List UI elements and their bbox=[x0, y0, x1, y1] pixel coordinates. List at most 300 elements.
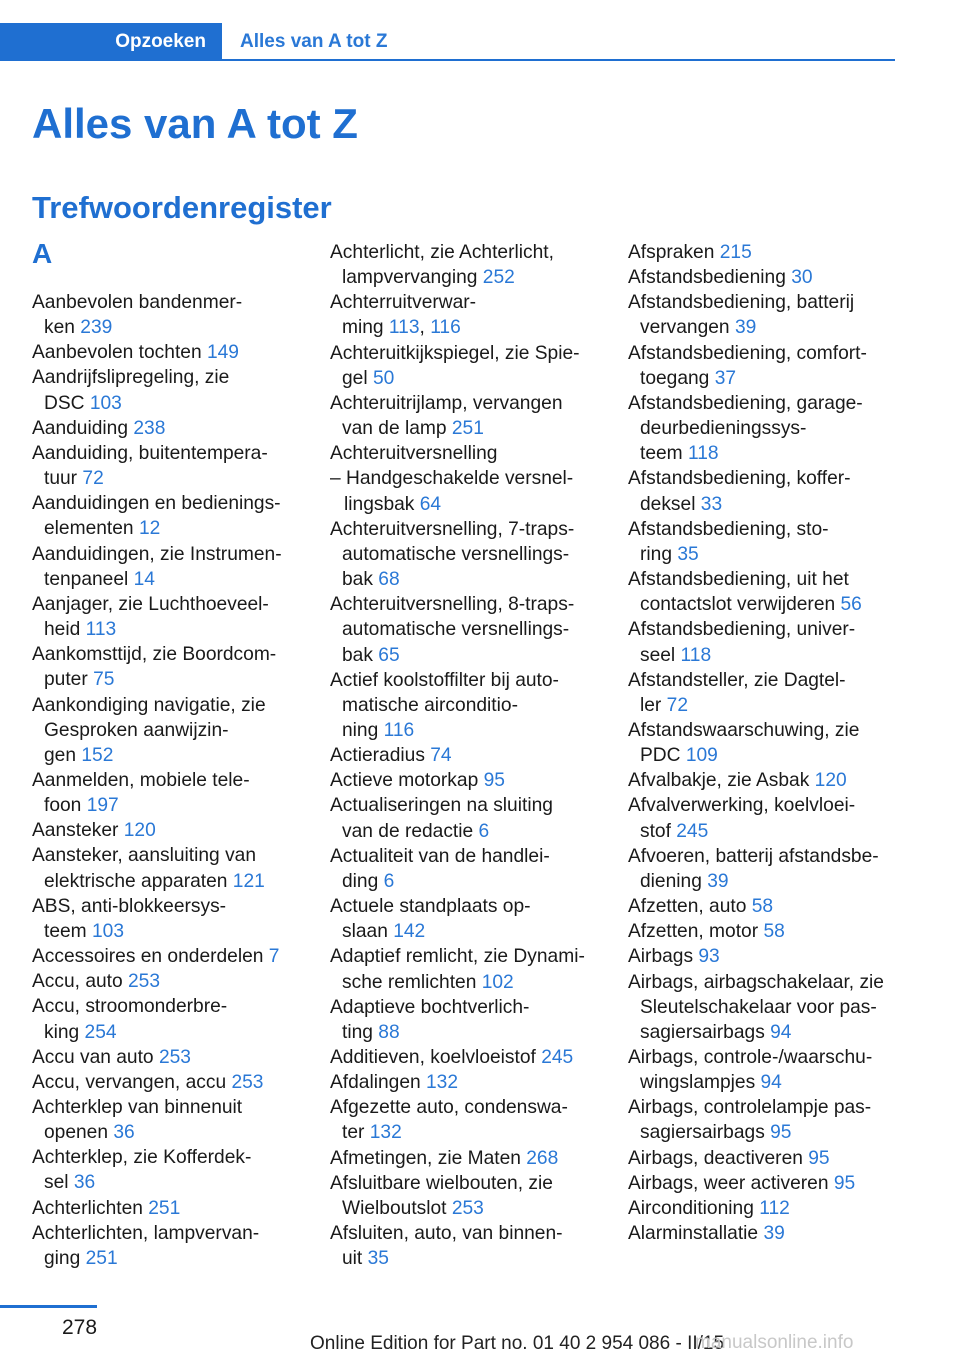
entry-text: ding bbox=[342, 870, 384, 892]
entry-text: Afstandsbediening, garage- bbox=[628, 392, 863, 414]
page-link[interactable]: 109 bbox=[685, 745, 718, 767]
index-entry bbox=[628, 617, 903, 667]
index-entry bbox=[330, 466, 605, 516]
index-entry-line bbox=[628, 743, 903, 768]
index-entry-line bbox=[628, 844, 903, 869]
index-entry-line bbox=[330, 1045, 605, 1070]
index-entry bbox=[628, 844, 903, 894]
entry-text: Accu, vervangen, accu bbox=[32, 1071, 232, 1093]
page-link[interactable]: 75 bbox=[93, 669, 115, 691]
index-entry-line bbox=[32, 1095, 302, 1120]
index-entry-line bbox=[32, 994, 302, 1019]
index-entry bbox=[330, 341, 605, 391]
index-entry bbox=[628, 1221, 903, 1246]
index-entry-line bbox=[330, 995, 605, 1020]
entry-text: Achterruitverwar- bbox=[330, 292, 477, 314]
entry-text: Afvalbakje, zie Asbak bbox=[628, 770, 815, 792]
entry-text: Afvoeren, batterij afstandsbe- bbox=[628, 845, 879, 867]
page-link[interactable]: 215 bbox=[719, 242, 752, 263]
entry-text: Adaptief remlicht, zie Dynami- bbox=[330, 946, 585, 968]
entry-text: wingslampjes bbox=[640, 1072, 761, 1094]
index-entry-line bbox=[330, 416, 605, 441]
index-entry-line bbox=[330, 944, 605, 969]
page-link[interactable]: 72 bbox=[666, 694, 688, 716]
index-entry-line bbox=[32, 768, 302, 793]
entry-text: – Handgeschakelde versnel- bbox=[330, 468, 574, 490]
page-link[interactable]: 113 bbox=[85, 619, 117, 641]
index-entry-line bbox=[32, 1120, 302, 1145]
entry-text: tenpaneel bbox=[44, 568, 134, 590]
entry-text: Accu, stroomonderbre- bbox=[32, 996, 228, 1018]
watermark: manualsonline.info bbox=[695, 1332, 854, 1353]
index-entry bbox=[330, 441, 605, 466]
page-link[interactable]: 95 bbox=[770, 1122, 792, 1144]
page-link[interactable]: 94 bbox=[760, 1072, 782, 1094]
entry-text: Aankomsttijd, zie Boordcom- bbox=[32, 644, 277, 666]
index-entry-line bbox=[330, 617, 605, 642]
index-entry-line bbox=[330, 693, 605, 718]
index-entry-line bbox=[330, 718, 605, 743]
entry-text: Achterklep van binnenuit bbox=[32, 1097, 243, 1118]
page-link[interactable]: 74 bbox=[430, 745, 452, 767]
index-entry-line bbox=[32, 919, 302, 944]
index-entry bbox=[628, 718, 903, 768]
page-link[interactable]: 14 bbox=[133, 568, 155, 590]
entry-text: ken bbox=[44, 317, 81, 339]
page-link[interactable]: 6 bbox=[478, 820, 490, 842]
index-entry-line bbox=[330, 819, 605, 844]
page-link[interactable]: 116 bbox=[430, 317, 461, 339]
page-link[interactable]: 94 bbox=[770, 1021, 792, 1043]
page-link[interactable]: 93 bbox=[698, 946, 720, 968]
page-link[interactable]: 95 bbox=[833, 1172, 856, 1194]
index-entry-line bbox=[330, 970, 605, 995]
index-entry-line bbox=[628, 1146, 903, 1171]
entry-text: Afstandsbediening, uit het bbox=[628, 569, 849, 591]
page-link[interactable]: 35 bbox=[677, 543, 699, 565]
page-link[interactable]: 39 bbox=[707, 870, 729, 892]
index-entry bbox=[32, 416, 302, 441]
index-entry-line bbox=[628, 1221, 903, 1246]
page-link[interactable]: 149 bbox=[206, 342, 239, 364]
entry-text: lingsbak bbox=[344, 493, 420, 515]
index-entry bbox=[330, 1146, 605, 1171]
index-entry-line bbox=[628, 1070, 903, 1095]
entry-text: tuur bbox=[44, 468, 83, 490]
index-entry bbox=[330, 793, 605, 843]
index-entry-line bbox=[32, 516, 302, 541]
index-entry-line bbox=[32, 1196, 302, 1221]
page-link[interactable]: 95 bbox=[808, 1147, 830, 1169]
page-link[interactable]: 116 bbox=[383, 719, 415, 741]
entry-text: bak bbox=[342, 569, 379, 591]
page-link[interactable]: 253 bbox=[451, 1197, 484, 1219]
index-entry-line bbox=[628, 290, 903, 315]
page-link[interactable]: 68 bbox=[378, 569, 400, 591]
index-entry bbox=[628, 919, 903, 944]
index-entry bbox=[330, 1221, 605, 1271]
entry-text: Airbags, controlelampje pas- bbox=[628, 1097, 872, 1119]
entry-text: diening bbox=[640, 870, 708, 892]
page-link[interactable]: 95 bbox=[483, 770, 505, 792]
index-entry-line bbox=[330, 1221, 605, 1246]
entry-text: Achterlichten, lampvervan- bbox=[32, 1222, 260, 1244]
index-entry bbox=[628, 240, 903, 265]
page-link[interactable]: 245 bbox=[676, 820, 709, 842]
index-entry bbox=[32, 1145, 302, 1195]
page-link[interactable]: 56 bbox=[840, 594, 862, 616]
index-entry-line bbox=[330, 366, 605, 391]
page-number: 278 bbox=[62, 1316, 98, 1339]
entry-text: ming bbox=[342, 317, 389, 339]
page-link[interactable]: 50 bbox=[372, 367, 395, 389]
index-entry bbox=[32, 491, 302, 541]
index-entry bbox=[32, 969, 302, 994]
page-link[interactable]: 35 bbox=[367, 1248, 389, 1270]
index-entry bbox=[330, 1095, 605, 1145]
index-entry-line bbox=[32, 693, 302, 718]
index-entry-line bbox=[330, 567, 605, 592]
entry-text: teem bbox=[640, 443, 688, 465]
index-entry-line bbox=[32, 793, 302, 818]
index-entry bbox=[32, 1070, 302, 1095]
index-entry bbox=[32, 441, 302, 491]
index-column-3 bbox=[628, 240, 903, 1246]
tab-alles-van-a-tot-z[interactable]: Alles van A tot Z bbox=[240, 31, 388, 52]
index-entry bbox=[330, 391, 605, 441]
entry-text: Achteruitkijkspiegel, zie Spie- bbox=[330, 342, 580, 364]
index-entry bbox=[628, 1171, 903, 1196]
index-entry-line bbox=[330, 869, 605, 894]
index-entry bbox=[628, 265, 903, 290]
index-entry bbox=[32, 365, 302, 415]
page-link[interactable]: 72 bbox=[82, 468, 104, 490]
entry-text: Aanbevolen bandenmer- bbox=[32, 292, 243, 313]
index-entry-line bbox=[330, 1020, 605, 1045]
index-entry-line bbox=[628, 1020, 903, 1045]
index-entry bbox=[32, 843, 302, 893]
entry-text: uit bbox=[342, 1248, 368, 1270]
entry-text: Aanbevolen tochten bbox=[32, 342, 207, 364]
index-entry-line bbox=[32, 567, 302, 592]
index-column-2 bbox=[330, 240, 605, 1271]
page-link[interactable]: 239 bbox=[80, 317, 113, 339]
page-link[interactable]: 39 bbox=[763, 1223, 785, 1245]
page-link[interactable]: 152 bbox=[81, 744, 114, 766]
index-entry-line bbox=[32, 416, 302, 441]
entry-text: Airbags, airbagschakelaar, zie bbox=[628, 971, 884, 993]
page-link[interactable]: 6 bbox=[383, 870, 395, 892]
page-link[interactable]: 65 bbox=[378, 644, 400, 666]
entry-text: Gesproken aanwijzin- bbox=[44, 719, 229, 741]
index-entry bbox=[32, 944, 302, 969]
index-entry-line bbox=[330, 592, 605, 617]
page-link[interactable]: 251 bbox=[85, 1247, 118, 1269]
entry-text: Afstandsbediening, comfort- bbox=[628, 342, 867, 364]
page-link[interactable]: 118 bbox=[688, 443, 719, 465]
page-link[interactable]: 253 bbox=[158, 1046, 191, 1068]
page-link[interactable]: 120 bbox=[123, 820, 156, 842]
index-entry-line bbox=[628, 592, 903, 617]
index-column-1 bbox=[32, 290, 302, 1271]
entry-text: foon bbox=[44, 795, 87, 817]
entry-text: Alarminstallatie bbox=[628, 1223, 764, 1245]
page-link[interactable]: 37 bbox=[714, 367, 737, 389]
page-link[interactable]: 121 bbox=[232, 870, 265, 892]
index-entry-line bbox=[628, 240, 903, 265]
entry-text: Aanduiding, buitentempera- bbox=[32, 442, 268, 464]
tab-opzoeken[interactable]: Opzoeken bbox=[0, 23, 222, 61]
page-link[interactable]: 7 bbox=[268, 946, 280, 968]
index-entry-line bbox=[628, 315, 903, 340]
entry-text: sagiersairbags bbox=[640, 1021, 771, 1043]
page-link[interactable]: 254 bbox=[84, 1021, 117, 1043]
entry-text: Actualiteit van de handlei- bbox=[330, 845, 550, 867]
index-entry bbox=[32, 818, 302, 843]
page-link[interactable]: 36 bbox=[73, 1172, 96, 1194]
index-entry bbox=[32, 693, 302, 768]
edition-note: Online Edition for Part no. 01 40 2 954 086 - II/15 bbox=[310, 1333, 725, 1354]
index-entry-line bbox=[628, 718, 903, 743]
index-entry-line bbox=[32, 1145, 302, 1170]
entry-text: Afgezette auto, condenswa- bbox=[330, 1097, 568, 1119]
index-entry-line bbox=[330, 341, 605, 366]
index-entry-line bbox=[32, 843, 302, 868]
page-link[interactable]: 245 bbox=[541, 1047, 574, 1068]
index-entry-line bbox=[32, 1221, 302, 1246]
index-entry-line bbox=[32, 1170, 302, 1195]
entry-text: Sleutelschakelaar voor pas- bbox=[640, 996, 877, 1018]
page-link[interactable]: 253 bbox=[128, 971, 161, 993]
page-link[interactable]: 36 bbox=[113, 1122, 135, 1144]
index-entry bbox=[628, 466, 903, 516]
index-entry bbox=[628, 517, 903, 567]
index-entry bbox=[330, 240, 605, 290]
page-link[interactable]: 58 bbox=[763, 921, 785, 943]
entry-text: contactslot verwijderen bbox=[640, 594, 841, 616]
entry-text: matische airconditio- bbox=[342, 694, 518, 716]
index-entry bbox=[32, 994, 302, 1044]
index-entry bbox=[628, 1095, 903, 1145]
entry-text: sagiersairbags bbox=[640, 1122, 771, 1144]
entry-text: Aansteker bbox=[32, 820, 124, 842]
index-entry-line bbox=[628, 869, 903, 894]
entry-text: Afzetten, auto bbox=[628, 896, 752, 918]
index-entry-line bbox=[628, 819, 903, 844]
entry-text: Actief koolstoffilter bij auto- bbox=[330, 669, 559, 691]
page-link[interactable]: 251 bbox=[148, 1197, 181, 1219]
page-link[interactable]: 251 bbox=[451, 418, 484, 440]
entry-text: PDC bbox=[640, 745, 686, 767]
entry-text: Afstandsbediening, sto- bbox=[628, 518, 829, 540]
index-entry bbox=[628, 944, 903, 969]
entry-text: Afsluitbare wielbouten, zie bbox=[330, 1172, 553, 1194]
page-link[interactable]: 197 bbox=[86, 795, 119, 817]
index-entry-line bbox=[32, 365, 302, 390]
page-link[interactable]: 39 bbox=[734, 317, 757, 339]
index-entry-line bbox=[32, 969, 302, 994]
entry-text: Actualiseringen na sluiting bbox=[330, 795, 553, 817]
index-entry-line bbox=[32, 441, 302, 466]
index-entry bbox=[628, 290, 903, 340]
page-link[interactable]: 118 bbox=[680, 644, 712, 666]
index-entry bbox=[628, 668, 903, 718]
page-title: Alles van A tot Z bbox=[32, 100, 358, 147]
entry-text: ring bbox=[640, 543, 678, 565]
index-entry-line bbox=[628, 894, 903, 919]
page-link[interactable]: 12 bbox=[138, 518, 161, 540]
index-entry-line bbox=[32, 1070, 302, 1095]
entry-text: ging bbox=[44, 1247, 86, 1269]
entry-text: Achteruitrijlamp, vervangen bbox=[330, 392, 563, 414]
entry-text: Airbags, deactiveren bbox=[628, 1147, 809, 1169]
index-entry-line bbox=[628, 1045, 903, 1070]
index-entry-line bbox=[32, 642, 302, 667]
entry-text: Afdalingen bbox=[330, 1072, 427, 1094]
page-link[interactable]: 64 bbox=[419, 493, 442, 515]
entry-text: Actieradius bbox=[330, 745, 431, 767]
index-entry bbox=[330, 290, 605, 340]
index-entry-line bbox=[628, 567, 903, 592]
index-entry-line bbox=[32, 667, 302, 692]
entry-text: Actuele standplaats op- bbox=[330, 896, 531, 918]
page-link[interactable]: 142 bbox=[393, 921, 426, 943]
entry-text: sel bbox=[44, 1172, 74, 1194]
entry-text: heid bbox=[44, 619, 86, 641]
index-entry bbox=[628, 1146, 903, 1171]
entry-text: Achterlichten bbox=[32, 1197, 149, 1219]
page-link[interactable]: 113 bbox=[388, 317, 420, 339]
entry-text: deurbedieningssys- bbox=[640, 418, 807, 440]
entry-text: Afstandsbediening, univer- bbox=[628, 619, 856, 641]
index-entry bbox=[32, 340, 302, 365]
page-link[interactable]: 112 bbox=[759, 1197, 790, 1219]
index-entry-line bbox=[628, 693, 903, 718]
footer-rule bbox=[0, 1305, 97, 1308]
index-entry bbox=[330, 1045, 605, 1070]
index-entry-line bbox=[32, 290, 302, 315]
entry-text: vervangen bbox=[640, 317, 735, 339]
index-entry-line bbox=[32, 743, 302, 768]
entry-text: automatische versnellings- bbox=[342, 619, 570, 641]
entry-text: toegang bbox=[640, 367, 715, 389]
page-link[interactable]: 120 bbox=[814, 770, 847, 792]
entry-text: Afstandsbediening, koffer- bbox=[628, 468, 851, 490]
page-link[interactable]: 238 bbox=[133, 417, 166, 439]
index-entry-line bbox=[330, 391, 605, 416]
index-entry-line bbox=[330, 844, 605, 869]
page-link[interactable]: 88 bbox=[378, 1021, 400, 1043]
page-link[interactable]: 58 bbox=[751, 896, 774, 918]
index-entry-line bbox=[628, 366, 903, 391]
index-entry bbox=[32, 542, 302, 592]
index-entry-line bbox=[32, 894, 302, 919]
index-entry-line bbox=[628, 517, 903, 542]
index-entry-line bbox=[628, 1095, 903, 1120]
index-entry-line bbox=[330, 894, 605, 919]
entry-text: puter bbox=[44, 669, 94, 691]
page-link[interactable]: 253 bbox=[231, 1071, 264, 1093]
page-link[interactable]: 103 bbox=[92, 920, 125, 942]
page-link[interactable]: 252 bbox=[482, 267, 515, 289]
page-link[interactable]: 268 bbox=[526, 1147, 559, 1169]
entry-text: Aankondiging navigatie, zie bbox=[32, 694, 266, 716]
index-entry bbox=[628, 391, 903, 466]
index-entry bbox=[628, 567, 903, 617]
entry-text: Airbags, controle-/waarschu- bbox=[628, 1047, 873, 1068]
entry-separator: , bbox=[419, 317, 431, 339]
index-entry-line bbox=[32, 491, 302, 516]
index-entry-line bbox=[32, 592, 302, 617]
entry-text: Afspraken bbox=[628, 242, 720, 263]
index-entry-line bbox=[330, 441, 605, 466]
entry-text: van de lamp bbox=[342, 418, 452, 440]
page-link[interactable]: 33 bbox=[700, 493, 723, 515]
index-entry bbox=[32, 1095, 302, 1145]
index-entry-line bbox=[330, 793, 605, 818]
index-entry-line bbox=[32, 1246, 302, 1271]
index-entry bbox=[32, 1045, 302, 1070]
index-entry bbox=[628, 793, 903, 843]
entry-text: Afmetingen, zie Maten bbox=[330, 1147, 527, 1169]
entry-text: lampvervanging bbox=[342, 267, 483, 289]
entry-text: sche remlichten bbox=[342, 971, 482, 993]
index-entry-line bbox=[628, 265, 903, 290]
index-entry-line bbox=[628, 668, 903, 693]
entry-text: elektrische apparaten bbox=[44, 870, 233, 892]
entry-text: Aandrijfslipregeling, zie bbox=[32, 367, 230, 389]
entry-text: Achterklep, zie Kofferdek- bbox=[32, 1147, 252, 1169]
entry-text: Aanduidingen, zie Instrumen- bbox=[32, 543, 282, 565]
page-link[interactable]: 132 bbox=[426, 1072, 459, 1094]
entry-text: ter bbox=[342, 1122, 370, 1144]
entry-text: Afstandswaarschuwing, zie bbox=[628, 719, 860, 741]
page-link[interactable]: 102 bbox=[481, 971, 514, 993]
index-entry-line bbox=[32, 1020, 302, 1045]
entry-text: Accessoires en onderdelen bbox=[32, 946, 269, 968]
entry-text: bak bbox=[342, 644, 379, 666]
entry-text: ABS, anti-blokkeersys- bbox=[32, 895, 227, 917]
entry-text: Achteruitversnelling, 8-traps- bbox=[330, 594, 575, 616]
entry-text: stof bbox=[640, 820, 677, 842]
index-entry-line bbox=[628, 542, 903, 567]
page-link[interactable]: 103 bbox=[89, 392, 122, 414]
index-entry-line bbox=[330, 643, 605, 668]
entry-text: seel bbox=[640, 644, 681, 666]
entry-text: Afstandsteller, zie Dagtel- bbox=[628, 669, 846, 691]
entry-text: Afzetten, motor bbox=[628, 921, 764, 943]
entry-text: Achterlicht, zie Achterlicht, bbox=[330, 242, 554, 263]
index-entry-line bbox=[32, 617, 302, 642]
index-entry-line bbox=[628, 416, 903, 441]
index-entry bbox=[330, 517, 605, 592]
entry-text: DSC bbox=[44, 392, 90, 414]
index-entry-line bbox=[628, 919, 903, 944]
index-entry-line bbox=[330, 1070, 605, 1095]
index-entry-line bbox=[330, 240, 605, 265]
index-entry-line bbox=[628, 466, 903, 491]
index-entry-line bbox=[32, 1045, 302, 1070]
entry-text: Aanduiding bbox=[32, 417, 134, 439]
page-link[interactable]: 30 bbox=[791, 267, 813, 289]
index-entry bbox=[330, 743, 605, 768]
index-entry bbox=[628, 341, 903, 391]
entry-text: Afstandsbediening, batterij bbox=[628, 292, 855, 314]
entry-text: Aanduidingen en bedienings- bbox=[32, 493, 281, 515]
entry-text: Aansteker, aansluiting van bbox=[32, 845, 257, 867]
page-link[interactable]: 132 bbox=[369, 1122, 402, 1144]
entry-text: Achteruitversnelling bbox=[330, 443, 498, 465]
